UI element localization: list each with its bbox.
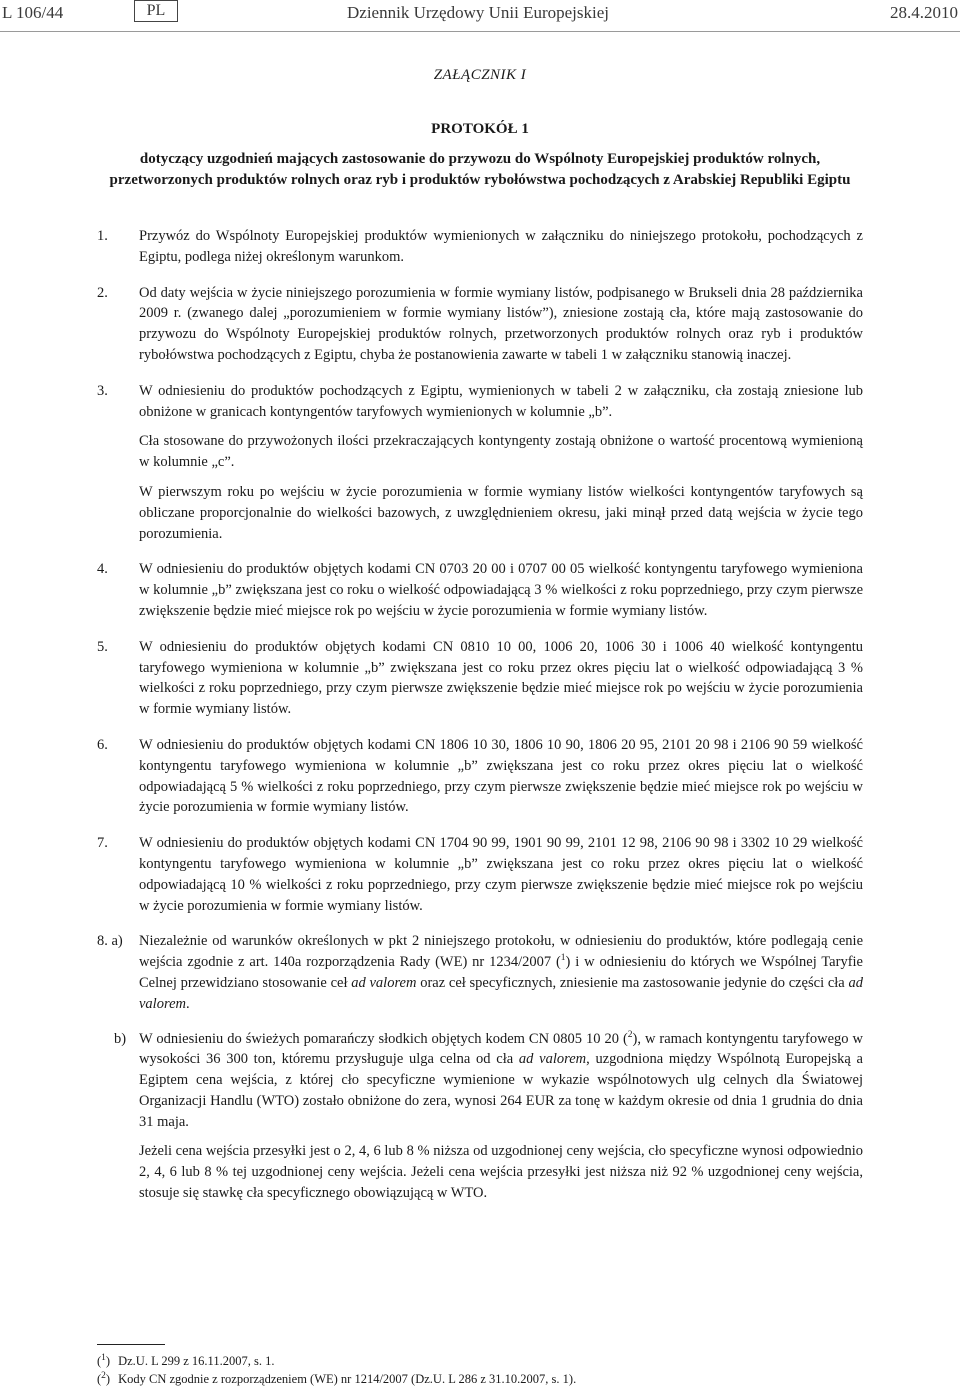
protocol-title: PROTOKÓŁ 1 (431, 121, 529, 137)
language-badge: PL (134, 0, 178, 22)
footnote-2: ($^2$) Kody CN zgodnie z rozporządzeniem (WE) nr 1214/2007 (Dz.U. L 286 z 31.10.2007, s. 1). (97, 1370, 577, 1386)
item-paragraph (139, 931, 863, 1014)
list-item-8a (97, 931, 863, 1014)
header-divider (0, 31, 960, 32)
italic-term: ad valorem (351, 974, 417, 991)
item-paragraph: W odniesieniu do produktów objętych kodami CN 0703 20 00 i 0707 00 05 wielkość kontyngentu taryfowego wymieniona w kolumnie „b” zwiększana jest co roku o wielkość odpowiadającą 3 % wielkości z roku poprzedniego, przy czym pierwsze zwiększenie będzie mieć miejsce rok po wejściu w życie porozumienia w formie wymiany listów. (139, 561, 863, 619)
footnote-text: Kody CN zgodnie z rozporządzeniem (WE) nr 1214/2007 (Dz.U. L 286 z 31.10.2007, s. 1). (118, 1372, 577, 1386)
publication-date: 28.4.2010 (890, 3, 958, 22)
item-paragraph: Cła stosowane do przywożonych ilości przekraczających kontyngenty zostają obniżone o wartość procentową wymienioną w kolumnie „c”. (139, 433, 863, 471)
footnote-text: Dz.U. L 299 z 16.11.2007, s. 1. (118, 1354, 275, 1368)
list-item-2 (97, 283, 863, 366)
item-paragraph: W pierwszym roku po wejściu w życie porozumienia w formie wymiany listów wielkości kontyngentów taryfowych są obliczane proporcjonalnie do wielkości bazowych, z uwzględnieniem okresu, jaki minął przed datą wejścia w życie tego porozumienia. (139, 483, 863, 542)
item-number: 6. (97, 736, 108, 753)
protocol-subtitle: dotyczący uzgodnień mających zastosowanie do przywozu do Wspólnoty Europejskiej produktów rolnych, przetworzonych produktów rolnych oraz ryb i produktów rybołówstwa pochodzących z Arabskiej Republiki Egiptu (109, 151, 851, 188)
sub-item-label: a) (111, 933, 123, 950)
item-paragraph: W odniesieniu do produktów objętych kodami CN 0810 10 00, 1006 20, 1006 30 i 1006 40 wielkość kontyngentu taryfowego wymieniona w kolumnie „b” zwiększana jest co roku przez okres pięciu lat o wielkość odpowiadającą 3 % wielkości z roku poprzedniego, przy czym pierwsze zwiększenie będzie mieć miejsce rok po wejściu w życie porozumienia w formie wymiany listów. (139, 638, 863, 718)
item-paragraph: Od daty wejścia w życie niniejszego porozumienia w formie wymiany listów, podpisanego w Brukseli dnia 28 października 2009 r. (zwanego dalej „porozumieniem w formie wymiany listów”), zniesione zostają cła, które mają zastosowanie do przywozu do Wspólnoty Europejskiej produktów rolnych, przetworzonych produktów rolnych oraz ryb i produktów rybołówstwa pochodzących z Egiptu, chyba że postanowienia zawarte w tabeli 1 w załączniku stanowią inaczej. (139, 284, 863, 363)
list-item-6 (97, 735, 863, 818)
page-header (0, 0, 960, 34)
text-run: Niezależnie od warunków określonych w pkt 2 niniejszego protokołu, w odniesieniu do produktów, które podlegają cenie wejścia zgodnie z art. 140a rozporządzenia Rady (WE) nr 1234/2007 ( (139, 933, 863, 971)
footnote-mark: 2 (101, 1370, 106, 1381)
item-number: 5. (97, 638, 108, 655)
sub-item-label: b) (114, 1030, 127, 1047)
text-run: ), w ramach kontyngentu taryfowego w wysokości 36 300 ton, któremu przysługuje ulga celna od cła (139, 1030, 863, 1068)
list-item-5 (97, 637, 863, 720)
item-paragraph: W odniesieniu do produktów objętych kodami CN 1704 90 99, 1901 90 99, 2101 12 98, 2106 90 98 i 3302 10 29 wielkość kontyngentu taryfowego wymieniona w kolumnie „b” zwiększana jest co roku przez okres pięciu lat o wielkość odpowiadającą 10 % wielkości z roku poprzedniego, przy czym pierwsze zwiększenie będzie mieć miejsce rok po wejściu w życie porozumienia w formie wymiany listów. (139, 835, 863, 914)
item-number-text: 8. (97, 933, 108, 950)
text-run: . (185, 995, 190, 1012)
item-paragraph: W odniesieniu do produktów objętych kodami CN 1806 10 30, 1806 10 90, 1806 20 95, 2101 20 98 i 2106 90 59 wielkość kontyngentu taryfowego wymieniona w kolumnie „b” zwiększana jest co roku przez okres pięciu lat o wielkość odpowiadającą 5 % wielkości z roku poprzedniego, przy czym pierwsze zwiększenie będzie mieć miejsce rok po wejściu w życie porozumienia w formie wymiany listów. (139, 736, 863, 816)
item-number: 4. (97, 561, 108, 578)
item-number: 2. (97, 284, 108, 301)
footnote-ref: 2 (627, 1029, 633, 1040)
page-reference: L 106/44 (2, 3, 64, 22)
protocol-body (97, 226, 863, 1204)
footnote-ref: 1 (560, 953, 566, 964)
list-item-8b (97, 1029, 863, 1204)
footnotes (97, 1352, 863, 1388)
list-item-3 (97, 381, 863, 545)
text-run: , uzgodniona między Wspólnotą Europejską a Egiptem cena wejścia, z której cło specyficzne wymienione w wykazie wspólnotowych ulg celnych dla Światowej Organizacji Handlu (WTO) zostało obniżone do zera, wynosi 264 EUR za tonę w każdym okresie od dnia 1 grudnia do dnia 31 maja. (139, 1051, 863, 1130)
item-paragraph: W odniesieniu do produktów pochodzących z Egiptu, wymienionych w tabeli 2 w załączniku, cła zostają zniesione lub obniżone w granicach kontyngentów taryfowych wymienionych w kolumnie „b”. (139, 382, 863, 420)
item-paragraph: Jeżeli cena wejścia przesyłki jest o 2, 4, 6 lub 8 % niższa od uzgodnionej ceny wejścia, cło specyficzne wynosi odpowiednio 2, 4, 6 lub 8 % tej uzgodnionej ceny wejścia. Jeżeli cena wejścia przesyłki jest niższa niż 92 % uzgodnionej ceny wejścia, stosuje się stawkę cła specyficznego obowiązującą w WTO. (139, 1143, 863, 1202)
footnote-1: ($^1$) Dz.U. L 299 z 16.11.2007, s. 1. (97, 1352, 275, 1368)
italic-term: ad valorem (518, 1051, 587, 1068)
item-paragraph (139, 1029, 863, 1133)
item-number (97, 931, 123, 952)
journal-title: Dziennik Urzędowy Unii Europejskiej (347, 3, 610, 22)
item-number: 1. (97, 228, 108, 244)
text-run: oraz ceł specyficznych, zniesienie ma zastosowanie jedynie do części cła (416, 974, 849, 991)
list-item-1 (97, 226, 863, 268)
annex-title: ZAŁĄCZNIK I (433, 67, 527, 83)
item-paragraph: Przywóz do Wspólnoty Europejskiej produktów wymienionych w załączniku do niniejszego protokołu, pochodzących z Egiptu, podlega niżej określonym warunkom. (139, 228, 863, 265)
item-number: 3. (97, 382, 108, 399)
footnote-mark: 1 (101, 1352, 106, 1363)
list-item-4 (97, 559, 863, 621)
italic-term: ad valorem (139, 974, 863, 1012)
text-run: ) i w odniesieniu do których we Wspólnej Taryfie Celnej przewidziano stosowanie ceł (139, 954, 863, 991)
footnote-divider (97, 1344, 165, 1345)
list-item-7 (97, 833, 863, 916)
text-run: W odniesieniu do świeżych pomarańczy słodkich objętych kodem CN 0805 10 20 ( (139, 1030, 628, 1047)
item-number: 7. (97, 835, 108, 852)
